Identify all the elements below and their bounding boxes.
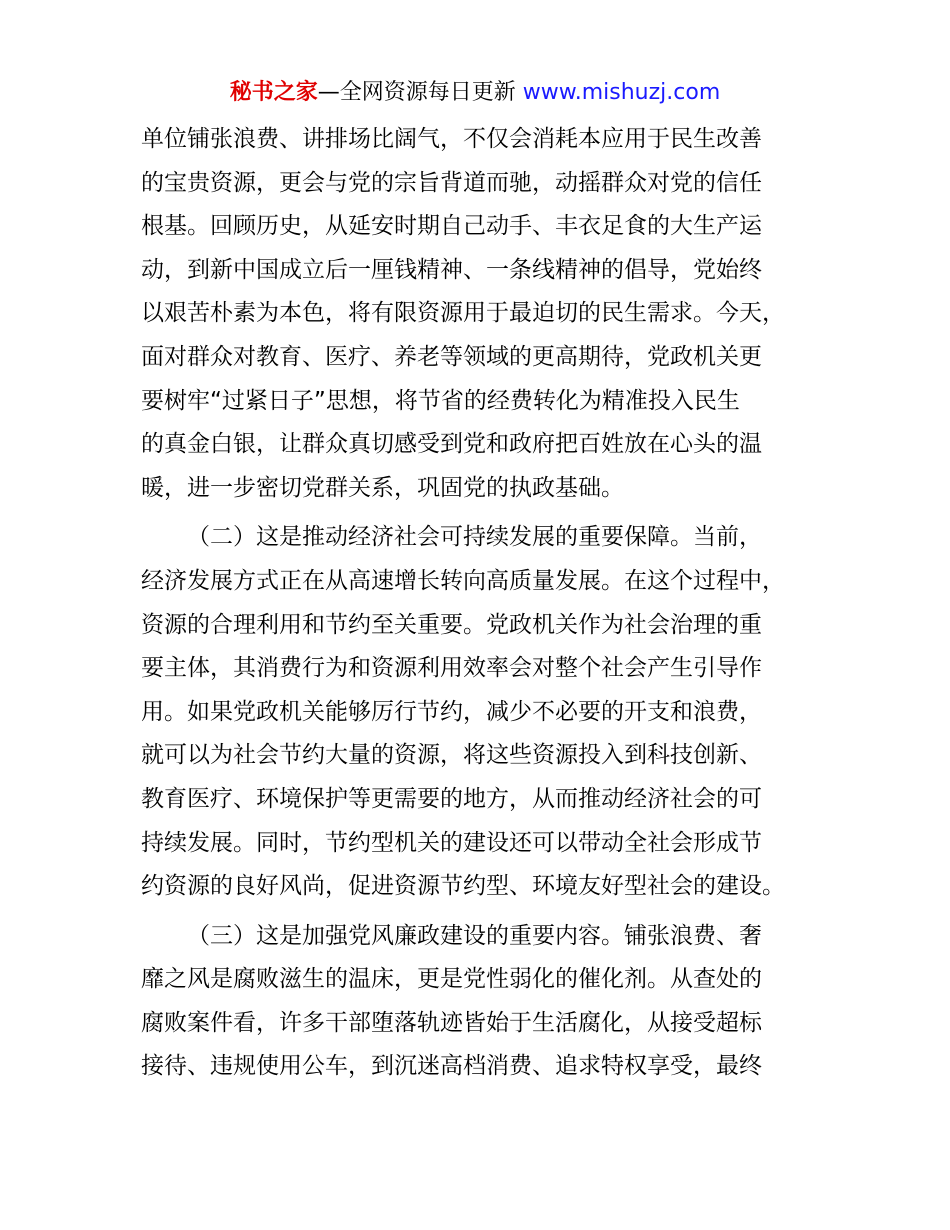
text-line: 暖，进一步密切党群关系，巩固党的执政基础。 — [141, 474, 624, 501]
text-line: 持续发展。同时，节约型机关的建设还可以带动全社会形成节 — [141, 829, 762, 856]
site-brand: 秘书之家 — [229, 80, 318, 105]
text-line: 的宝贵资源，更会与党的宗旨背道而驰，动摇群众对党的信任 — [141, 169, 762, 196]
text-line: 资源的合理利用和节约至关重要。党政机关作为社会治理的重 — [141, 611, 762, 638]
site-header — [0, 78, 950, 108]
site-tagline: —全网资源每日更新 — [317, 80, 516, 105]
text-line: 以艰苦朴素为本色，将有限资源用于最迫切的民生需求。今天， — [141, 300, 785, 327]
text-line: 就可以为社会节约大量的资源，将这些资源投入到科技创新、 — [141, 742, 762, 769]
text-line: 靡之风是腐败滋生的温床，更是党性弱化的催化剂。从查处的 — [141, 966, 762, 993]
text-line: 腐败案件看，许多干部堕落轨迹皆始于生活腐化，从接受超标 — [141, 1009, 762, 1036]
text-line: 用。如果党政机关能够厉行节约，减少不必要的开支和浪费， — [141, 698, 762, 725]
text-line: 根基。回顾历史，从延安时期自己动手、丰衣足食的大生产运 — [141, 213, 762, 240]
paragraph-section-3 — [141, 915, 831, 1089]
text-line: 接待、违规使用公车，到沉迷高档消费、追求特权享受，最终 — [141, 1053, 762, 1080]
text-line: 经济发展方式正在从高速增长转向高质量发展。在这个过程中， — [141, 567, 785, 594]
site-url-link[interactable]: www.mishuzj.com — [522, 80, 721, 105]
text-line: 约资源的良好风尚，促进资源节约型、环境友好型社会的建设。 — [141, 873, 785, 900]
paragraph-section-2 — [141, 516, 831, 908]
text-line: 单位铺张浪费、讲排场比阔气，不仅会消耗本应用于民生改善 — [141, 126, 762, 152]
paragraph-continuation — [141, 118, 831, 510]
text-line: 动，到新中国成立后一厘钱精神、一条线精神的倡导，党始终 — [141, 256, 762, 283]
text-line: 要主体，其消费行为和资源利用效率会对整个社会产生引导作 — [141, 655, 762, 682]
text-line: （三）这是加强党风廉政建设的重要内容。铺张浪费、奢 — [187, 922, 762, 949]
text-line: 的真金白银，让群众真切感受到党和政府把百姓放在心头的温 — [141, 431, 762, 458]
text-line: （二）这是推动经济社会可持续发展的重要保障。当前， — [187, 524, 762, 551]
text-line: 要树牢“过紧日子”思想，将节省的经费转化为精准投入民生 — [141, 387, 740, 414]
text-line: 面对群众对教育、医疗、养老等领域的更高期待，党政机关更 — [141, 343, 762, 370]
document-body — [141, 118, 831, 1095]
text-line: 教育医疗、环境保护等更需要的地方，从而推动经济社会的可 — [141, 785, 762, 812]
